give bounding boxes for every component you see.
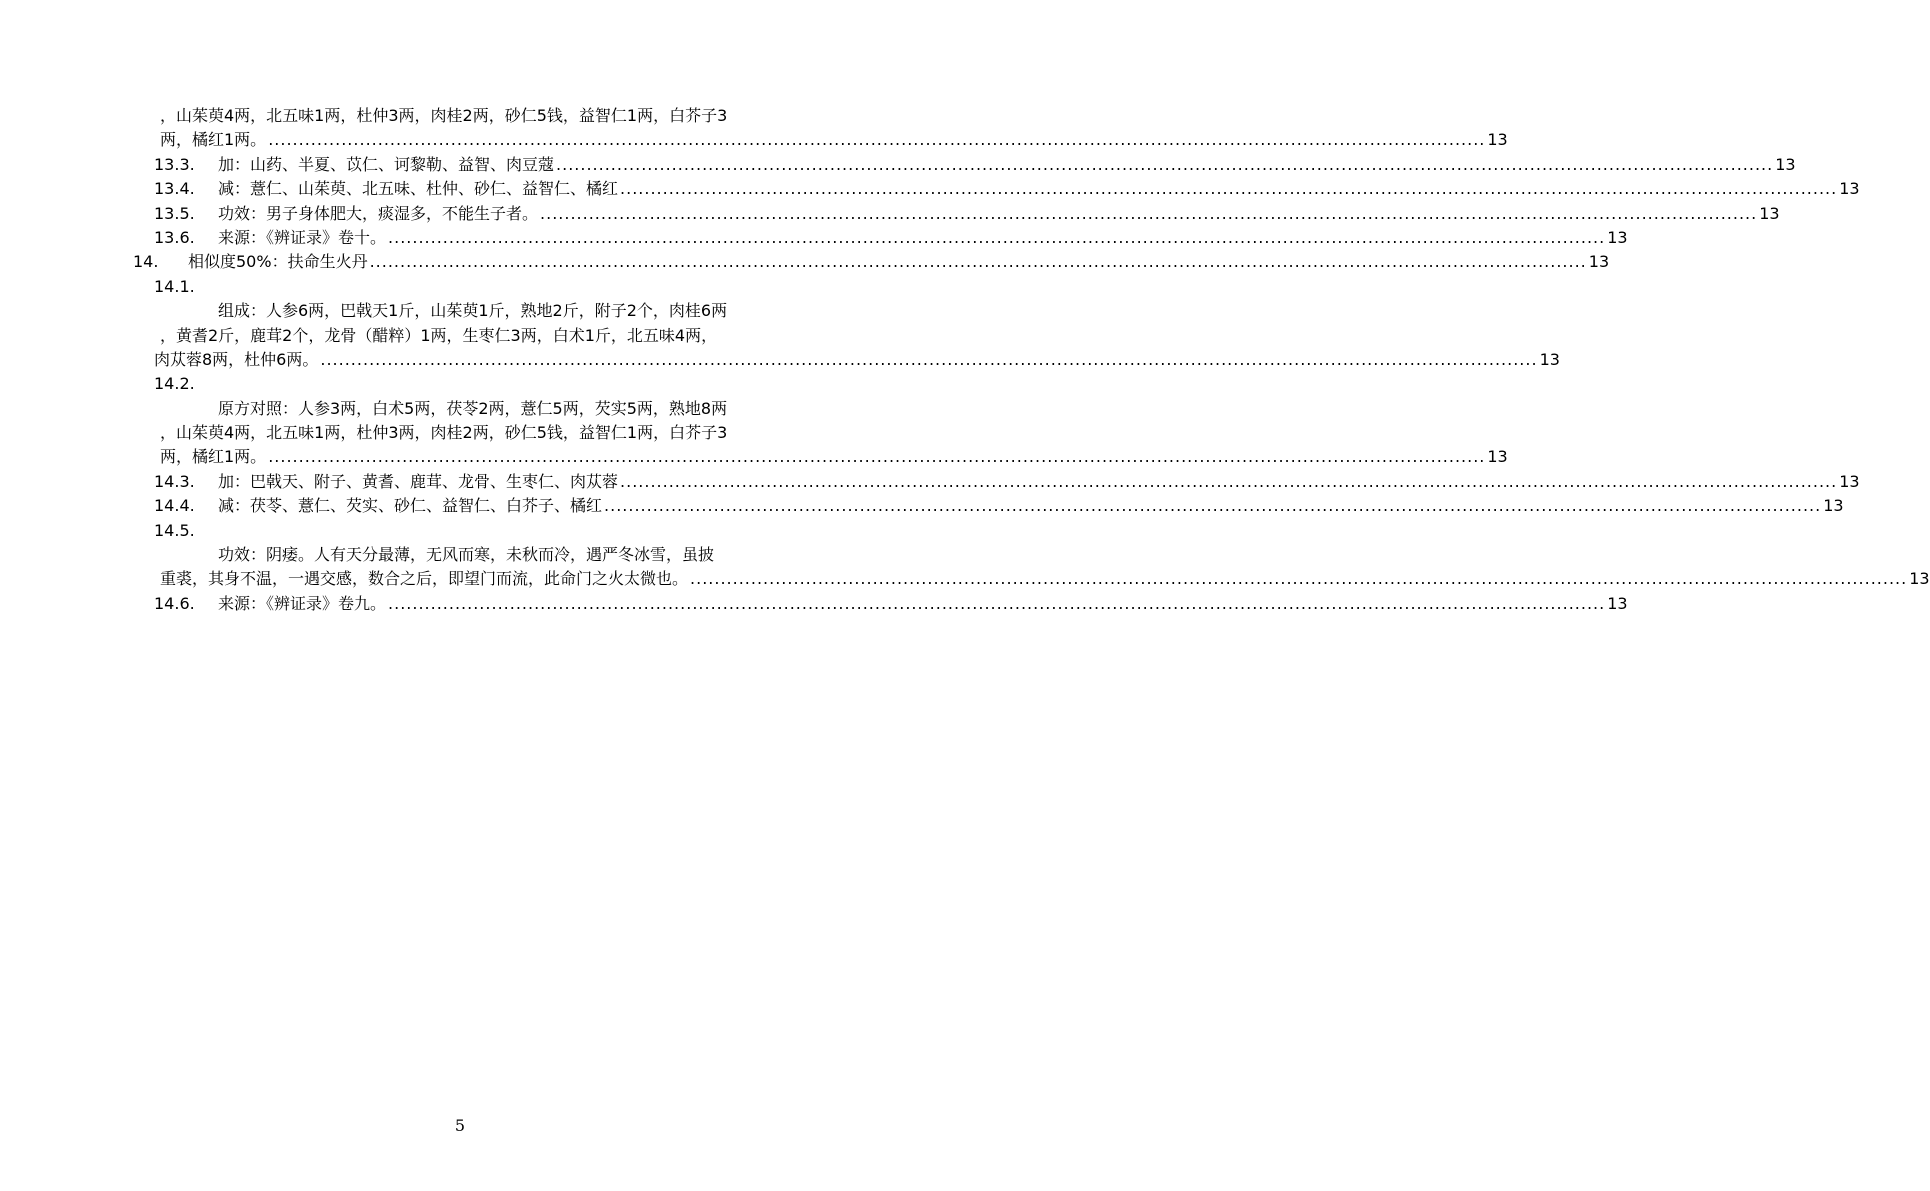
toc-entry[interactable] bbox=[0, 299, 920, 323]
toc-entry-body bbox=[160, 128, 1508, 152]
toc-entry[interactable] bbox=[0, 128, 1508, 152]
toc-entry-body bbox=[218, 470, 1860, 494]
toc-entry[interactable] bbox=[0, 348, 1560, 372]
toc-entry-title: ，山茱萸4两，北五味1两，杜仲3两，肉桂2两，砂仁5钱，益智仁1两，白芥子3 bbox=[160, 423, 728, 443]
toc-entry-page: 13 bbox=[1487, 447, 1508, 467]
toc-entry-body bbox=[154, 348, 1560, 372]
toc-entry[interactable] bbox=[0, 177, 1860, 201]
toc-leader-dots: ........................................................................................................................................................................................................ bbox=[388, 227, 1606, 247]
toc-entry-body bbox=[218, 177, 1860, 201]
toc-entry[interactable] bbox=[0, 397, 920, 421]
toc-entry[interactable] bbox=[0, 519, 920, 543]
toc-entry-page: 13 bbox=[1775, 154, 1796, 174]
toc-entry[interactable] bbox=[0, 470, 1860, 494]
toc-entry-page: 13 bbox=[1588, 252, 1610, 272]
toc-entry-title: 组成：人参6两，巴戟天1斤，山茱萸1斤，熟地2斤，附子2个，肉桂6两 bbox=[218, 301, 728, 321]
toc-entry-title: 原方对照：人参3两，白术5两，茯苓2两，薏仁5两，芡实5两，熟地8两 bbox=[218, 398, 728, 418]
toc-entry[interactable] bbox=[0, 592, 1628, 616]
toc-entry[interactable] bbox=[0, 421, 920, 445]
toc-entry-title: 功效：阴痿。人有天分最薄，无风而寒，未秋而冷，遇严冬冰雪，虽披 bbox=[218, 545, 715, 565]
toc-entry[interactable] bbox=[0, 275, 920, 299]
toc-leader-dots: ........................................................................................................................................................................................................ bbox=[540, 203, 1758, 223]
toc-entry-page: 13 bbox=[1823, 496, 1844, 516]
toc-entry[interactable] bbox=[0, 104, 920, 128]
toc-entry[interactable] bbox=[0, 324, 920, 348]
toc-entry-body bbox=[160, 567, 1930, 591]
toc-entry-body bbox=[218, 543, 784, 567]
toc-entry[interactable] bbox=[0, 202, 1780, 226]
toc-entry-number: 14.1. bbox=[154, 276, 195, 296]
toc-entry-page: 13 bbox=[1539, 349, 1560, 369]
toc-entry-title: 加：巴戟天、附子、黄耆、鹿茸、龙骨、生枣仁、肉苁蓉 bbox=[218, 471, 619, 491]
toc-entry[interactable] bbox=[0, 153, 1796, 177]
table-of-contents bbox=[0, 104, 1930, 616]
toc-leader-dots: ........................................................................................................................................................................................................ bbox=[268, 447, 1486, 467]
toc-leader-dots: ........................................................................................................................................................................................................ bbox=[620, 179, 1838, 199]
toc-entry-title: 两，橘红1两。 bbox=[160, 447, 267, 467]
toc-entry-page: 13 bbox=[1839, 471, 1860, 491]
toc-entry-body bbox=[188, 250, 1610, 274]
toc-entry-page: 13 bbox=[1487, 130, 1508, 150]
toc-entry-body bbox=[160, 324, 784, 348]
toc-entry-number: 14. bbox=[133, 252, 159, 272]
toc-entry-title: 减：茯苓、薏仁、芡实、砂仁、益智仁、白芥子、橘红 bbox=[218, 496, 603, 516]
page-number: 5 bbox=[454, 1116, 466, 1135]
toc-leader-dots: ........................................................................................................................................................................................................ bbox=[690, 569, 1908, 589]
toc-entry-number: 13.5. bbox=[154, 203, 195, 223]
toc-entry-body bbox=[218, 299, 784, 323]
toc-entry-number: 14.3. bbox=[154, 471, 195, 491]
toc-leader-dots: ........................................................................................................................................................................................................ bbox=[388, 593, 1606, 613]
toc-entry-title: 两，橘红1两。 bbox=[160, 130, 267, 150]
toc-entry-title: 功效：男子身体肥大，痰湿多，不能生子者。 bbox=[218, 203, 539, 223]
toc-entry-body bbox=[218, 494, 1844, 518]
toc-leader-dots: ........................................................................................................................................................................................................ bbox=[620, 471, 1838, 491]
toc-leader-dots: ........................................................................................................................................................................................................ bbox=[556, 154, 1774, 174]
toc-entry-number: 14.5. bbox=[154, 520, 195, 540]
toc-entry-title: 重裘，其身不温，一遇交感，数合之后，即望门而流，此命门之火太微也。 bbox=[160, 569, 689, 589]
toc-entry-title: 加：山药、半夏、苡仁、诃黎勒、益智、肉豆蔻 bbox=[218, 154, 555, 174]
toc-entry-title: 减：薏仁、山茱萸、北五味、杜仲、砂仁、益智仁、橘红 bbox=[218, 179, 619, 199]
toc-entry-body bbox=[218, 202, 1780, 226]
toc-entry-body bbox=[160, 421, 784, 445]
toc-entry-number: 14.2. bbox=[154, 374, 195, 394]
toc-entry-page: 13 bbox=[1909, 569, 1930, 589]
toc-entry[interactable] bbox=[0, 372, 920, 396]
toc-entry-body bbox=[160, 104, 784, 128]
toc-leader-dots: ........................................................................................................................................................................................................ bbox=[604, 496, 1822, 516]
toc-entry-page: 13 bbox=[1839, 179, 1860, 199]
toc-leader-dots: ........................................................................................................................................................................................................ bbox=[369, 252, 1587, 272]
toc-entry[interactable] bbox=[0, 445, 1508, 469]
toc-entry-page: 13 bbox=[1607, 593, 1628, 613]
toc-entry-title: 肉苁蓉8两，杜仲6两。 bbox=[154, 349, 319, 369]
toc-entry-title: ，黄耆2斤，鹿茸2个，龙骨（醋粹）1两，生枣仁3两，白术1斤，北五味4两， bbox=[160, 325, 718, 345]
toc-entry-number: 14.6. bbox=[154, 593, 195, 613]
toc-entry[interactable] bbox=[0, 250, 1610, 274]
toc-entry-title: 来源：《辨证录》卷十。 bbox=[218, 227, 387, 247]
toc-entry-body bbox=[218, 153, 1796, 177]
toc-entry-title: ，山茱萸4两，北五味1两，杜仲3两，肉桂2两，砂仁5钱，益智仁1两，白芥子3 bbox=[160, 106, 728, 125]
toc-entry-title: 来源：《辨证录》卷九。 bbox=[218, 593, 387, 613]
toc-entry-body bbox=[218, 397, 784, 421]
toc-entry-number: 13.3. bbox=[154, 154, 195, 174]
toc-entry-page: 13 bbox=[1607, 227, 1628, 247]
toc-entry-number: 13.6. bbox=[154, 227, 195, 247]
toc-entry-body bbox=[160, 445, 1508, 469]
toc-leader-dots: ........................................................................................................................................................................................................ bbox=[320, 349, 1538, 369]
toc-leader-dots: ........................................................................................................................................................................................................ bbox=[268, 130, 1486, 150]
toc-entry-body bbox=[218, 226, 1628, 250]
toc-entry[interactable] bbox=[0, 543, 920, 567]
toc-entry-title: 相似度50%：扶命生火丹 bbox=[188, 252, 368, 272]
toc-entry-body bbox=[218, 592, 1628, 616]
toc-entry[interactable] bbox=[0, 494, 1844, 518]
toc-entry-number: 13.4. bbox=[154, 179, 195, 199]
toc-entry[interactable] bbox=[0, 567, 1930, 591]
toc-entry-page: 13 bbox=[1759, 203, 1780, 223]
toc-entry[interactable] bbox=[0, 226, 1628, 250]
toc-entry-number: 14.4. bbox=[154, 496, 195, 516]
